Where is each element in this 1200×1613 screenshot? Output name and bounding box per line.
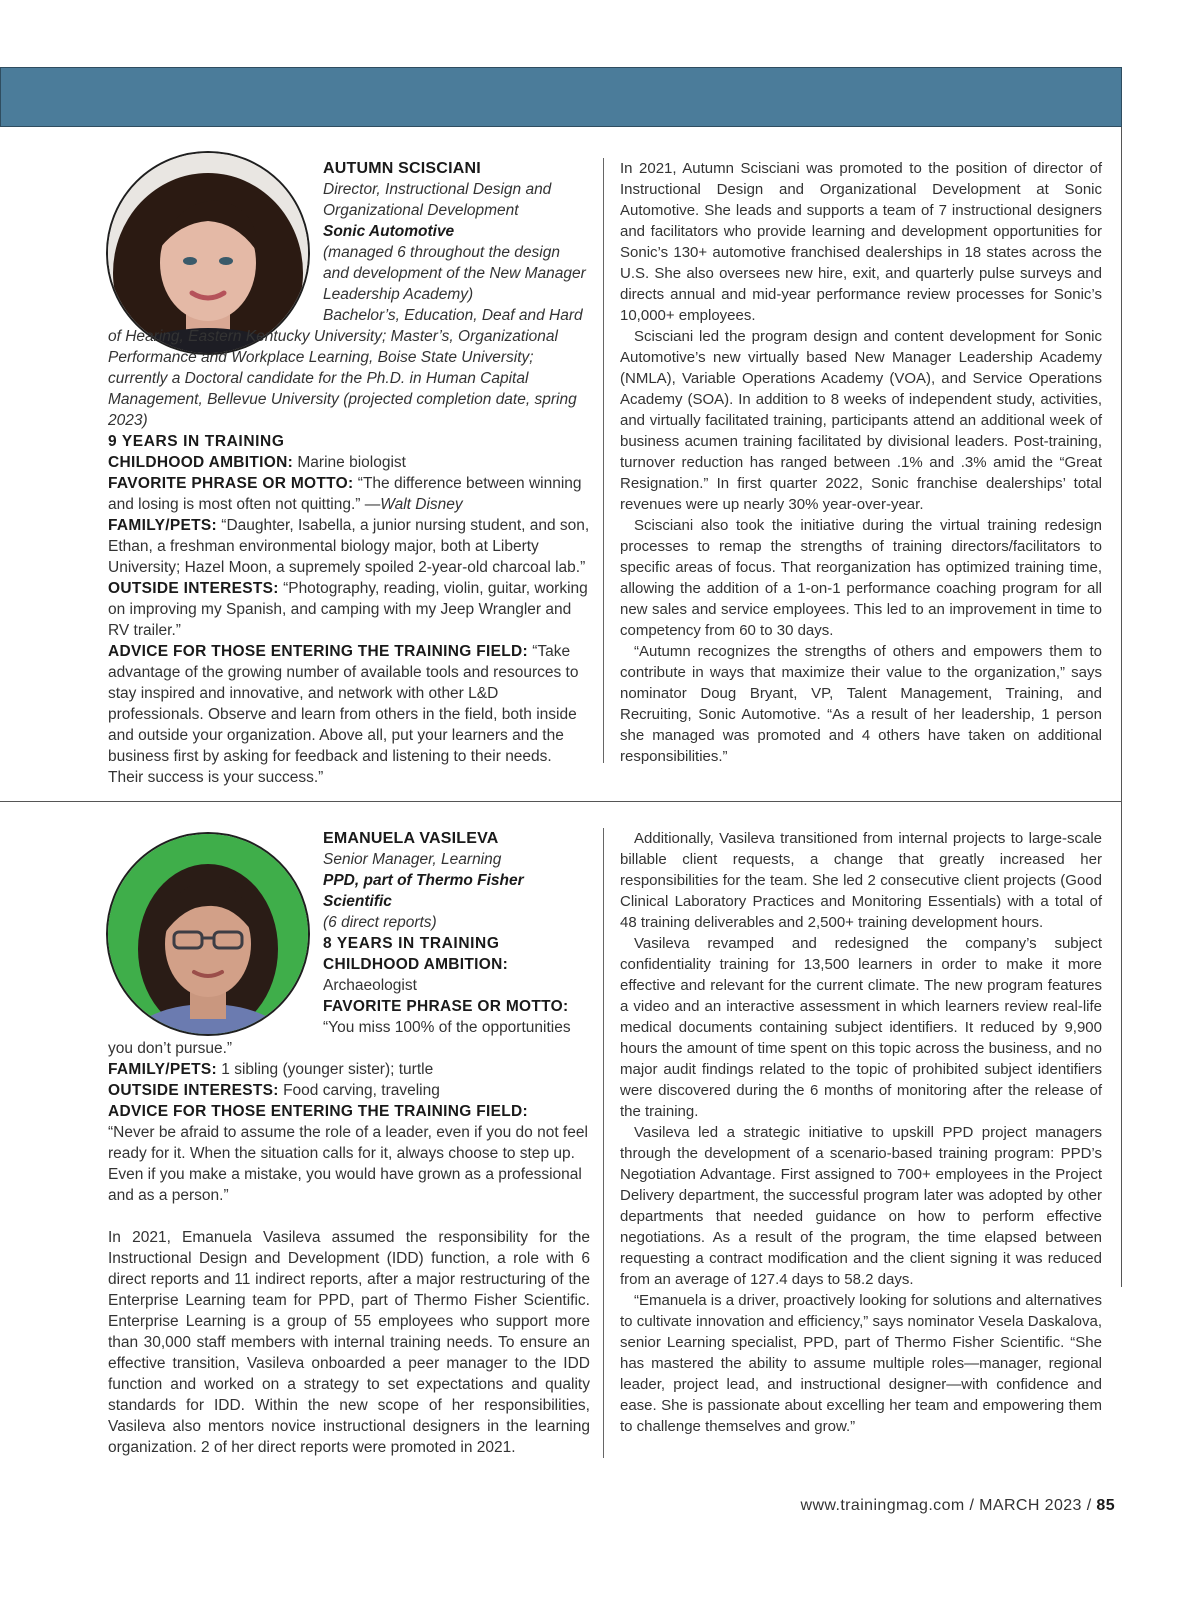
profile-name: EMANUELA VASILEVA [323, 830, 499, 847]
field-label: OUTSIDE INTERESTS: [108, 1082, 279, 1099]
profile-1-story [620, 158, 1102, 767]
field-value: Food carving, traveling [283, 1082, 440, 1099]
company-name: PPD, part of Thermo Fisher Scientific [323, 872, 524, 910]
advice [108, 641, 590, 788]
advice-value: “Never be afraid to assume the role of a leader, even if you do not feel ready for it. When the situation calls for it, always choose to step up. Even if you make a mistake, you would have grown as a professional and as a person.” [108, 1124, 588, 1204]
field-label: FAMILY/PETS: [108, 1061, 217, 1078]
outside-interests [108, 578, 590, 641]
ambition-value: Archaeologist [323, 977, 417, 994]
field-label: FAMILY/PETS: [108, 517, 217, 534]
field-value: “The difference between winning and losing is most often not quitting.” — [108, 475, 582, 513]
outside-interests [108, 1080, 590, 1101]
field-value: “Take advantage of the growing number of available tools and resources to stay inspired and innovative, and network with other L&D professionals. Observe and learn from others in the field, both inside and outside your organization. Above all, put your learners and the business first by asking for feedback and listening to their needs. Their success is your success.” [108, 643, 579, 786]
website-link[interactable]: www.trainingmag.com [800, 1497, 965, 1514]
story-paragraph: Additionally, Vasileva transitioned from internal projects to large-scale billable client requests, a change that greatly increased her responsibilities for the team. She led 2 consecutive client projects (Good Clinical Laboratory Practices and Monitoring Essentials) with a total of 48 training deliverables and 2,500+ training development hours. [620, 830, 1102, 931]
childhood-ambition [108, 452, 590, 473]
family-pets [108, 515, 590, 578]
years-in-training: 9 YEARS IN TRAINING [108, 433, 285, 450]
story-paragraph: Vasileva led a strategic initiative to upskill PPD project managers through the development of a scenario-based training program: PPD’s Negotiation Advantage. First assigned to 700+ employees in the Project Delivery department, the successful program later was adopted by other departments that needed guidance on how to perform effective negotiations. As a result of the program, the time elapsed between requesting a contract modification and the client signing it was reduced from an average of 127.4 days to 58.2 days. [620, 1124, 1102, 1288]
page-footer [801, 1497, 1116, 1515]
years-in-training: 8 YEARS IN TRAINING [323, 935, 500, 952]
profile-2-story [620, 828, 1102, 1437]
job-title: Senior Manager, Learning [323, 851, 502, 868]
story-paragraph: Vasileva revamped and redesigned the company’s subject confidentiality training for 13,500 learners in order to make it more effective and relevant for the current climate. The new program features a video and an interactive assessment in which learners review real-life medical documents containing subject identifiers. It reduced by 9,900 hours the amount of time spent on this topic across the business, and no major audit findings related to the topic of prohibited subject identifiers were discovered during the 6 months of monitoring after the release of the training. [620, 935, 1102, 1120]
field-value: “Daughter, Isabella, a junior nursing student, and son, Ethan, a freshman environmental biology major, both at Liberty University; Hazel Moon, a supremely spoiled 2-year-old charcoal lab.” [108, 517, 590, 576]
advice-label: ADVICE FOR THOSE ENTERING THE TRAINING FIELD: [108, 1103, 528, 1120]
field-label: OUTSIDE INTERESTS: [108, 580, 279, 597]
column-rule-1 [603, 158, 604, 763]
profile-name: AUTUMN SCISCIANI [323, 160, 481, 177]
profile-1-header [323, 158, 590, 305]
page-edge-rule [1121, 127, 1122, 1287]
favorite-motto [108, 473, 590, 515]
education: Bachelor’s, Education, Deaf and Hard of Hearing, Eastern Kentucky University; Master’s, Organizational Performance and Workplace Learning, Boise State University; currently a Doctoral candidate for the Ph.D. in Human Capital Management, Bellevue University (projected completion date, spring 2023) [108, 307, 583, 429]
field-label: ADVICE FOR THOSE ENTERING THE TRAINING FIELD: [108, 643, 528, 660]
story-paragraph: Scisciani led the program design and content development for Sonic Automotive’s new virtually based New Manager Leadership Academy (NMLA), Variable Operations Academy (VOA), and Service Operations Academy (SOA). In addition to 8 weeks of independent study, activities, and virtually facilitated training, participants attend an additional week of business acumen training facilitated by divisional leaders. Post-training, turnover reduction has ranged between .1% and .3% amid the “Great Resignation.” In first quarter 2022, Sonic franchise dealerships’ total revenues were up nearly 30% year-over-year. [620, 328, 1102, 513]
column-rule-2 [603, 828, 604, 1458]
page-number: 85 [1096, 1497, 1115, 1514]
header-banner [0, 67, 1122, 127]
story-paragraph: Scisciani also took the initiative during the virtual training redesign processes to remap the strengths of training directors/facilitators to specific areas of focus. That reorganization has optimized training time, allowing the addition of a 1-on-1 performance coaching program for all new sales and service employees. This led to an improvement in time to competency from 60 to 30 days. [620, 517, 1102, 639]
spacer [108, 1206, 590, 1227]
profile-1-details [108, 158, 590, 788]
field-label: CHILDHOOD AMBITION: [108, 454, 294, 471]
company-name: Sonic Automotive [323, 223, 455, 240]
field-value: Marine biologist [297, 454, 406, 471]
team-managed: (6 direct reports) [323, 914, 437, 931]
family-pets [108, 1059, 590, 1080]
profile-2-header [323, 828, 590, 1017]
motto-label: FAVORITE PHRASE OR MOTTO: [323, 998, 569, 1015]
field-value: 1 sibling (younger sister); turtle [221, 1061, 434, 1078]
ambition-label: CHILDHOOD AMBITION: [323, 956, 509, 973]
profile-2-details [108, 828, 590, 1458]
team-managed: (managed 6 throughout the design and development of the New Manager Leadership Academy) [323, 244, 586, 303]
issue-date: / MARCH 2023 / [964, 1497, 1097, 1514]
field-label: FAVORITE PHRASE OR MOTTO: [108, 475, 354, 492]
field-value: “Photography, reading, violin, guitar, working on improving my Spanish, and camping with my Jeep Wrangler and RV trailer.” [108, 580, 588, 639]
story-paragraph: “Autumn recognizes the strengths of others and empowers them to contribute in ways that maximize their value to the organization,” says nominator Doug Bryant, VP, Talent Management, Training, and Recruiting, Sonic Automotive. “As a result of her leadership, 1 person she managed was promoted and 4 others have taken on additional responsibilities.” [620, 643, 1102, 765]
section-divider [0, 801, 1122, 802]
story-paragraph: “Emanuela is a driver, proactively looking for solutions and alternatives to cultivate innovation and efficiency,” says nominator Vesela Daskalova, senior Learning specialist, PPD, part of Thermo Fisher Scientific. “She has mastered the ability to assume multiple roles—manager, regional leader, project lead, and instructional designer—with confidence and ease. She is passionate about excelling her team and empowering them to challenge themselves and grow.” [620, 1292, 1102, 1435]
motto-author: Walt Disney [380, 496, 463, 513]
motto-value: “You miss 100% of the opportunities you don’t pursue.” [108, 1019, 571, 1057]
job-title: Director, Instructional Design and Organizational Development [323, 181, 552, 219]
story-paragraph: In 2021, Autumn Scisciani was promoted to the position of director of Instructional Design and Organizational Development at Sonic Automotive. She leads and supports a team of 7 instructional designers and facilitators who provide learning and development opportunities for Sonic’s 130+ automotive franchised dealerships in 18 states across the U.S. She also oversees new hire, exit, and quarterly pulse surveys and directs annual and mid-year performance review processes for Sonic’s 10,000+ employees. [620, 160, 1102, 324]
story-intro: In 2021, Emanuela Vasileva assumed the responsibility for the Instructional Design and Development (IDD) function, a role with 6 direct reports and 11 indirect reports, after a major restructuring of the Enterprise Learning team for PPD, part of Thermo Fisher Scientific. Enterprise Learning is a group of 55 employees who support more than 30,000 staff members with internal training needs. To ensure an effective transition, Vasileva onboarded a peer manager to the IDD function and worked on a strategy to set expectations and quality standards for IDD. Within the new scope of her responsibilities, Vasileva also mentors novice instructional designers in the learning organization. 2 of her direct reports were promoted in 2021. [108, 1229, 590, 1456]
